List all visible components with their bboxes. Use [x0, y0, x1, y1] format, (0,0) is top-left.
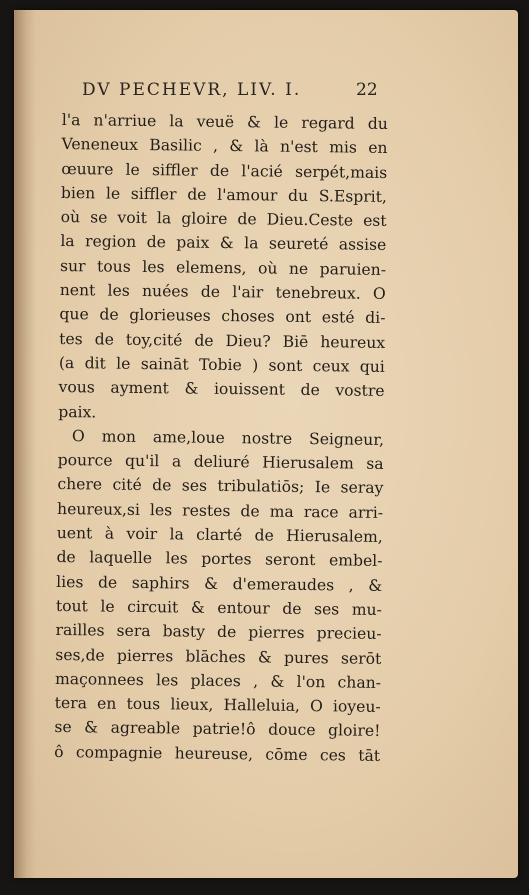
folio-number: 22 — [356, 80, 378, 100]
text-line: de laquelle les portes seront embel- — [56, 548, 383, 571]
text-line: vous ayment & iouissent de vostre — [58, 378, 385, 401]
text-line: sur tous les elemens, où ne paruien- — [59, 256, 387, 279]
text-line: pource qu'il a deliuré Hierusalem sa — [57, 451, 384, 474]
text-line: paix. — [58, 402, 97, 422]
text-line: tes de toy,cité de Dieu? Biē heureux — [59, 329, 386, 352]
text-line: (a dit le saināt Tobie ) sont ceux qui — [58, 353, 385, 376]
text-line: maçonnees les places , & l'on chan- — [54, 669, 382, 692]
text-line: uent à voir la clarté de Hierusalem, — [56, 524, 383, 546]
text-line: tout le circuit & entour de ses mu- — [55, 596, 383, 619]
text-line: ses,de pierres blāches & pures serōt — [55, 645, 382, 668]
running-header: DV PECHEVR, LIV. I. — [82, 80, 302, 100]
text-line: bien le siffler de l'amour du S.Esprit, — [60, 183, 388, 206]
text-line: O mon ame,loue nostre Seigneur, — [71, 427, 385, 449]
text-line: heureux,si les restes de ma race arri- — [56, 499, 384, 522]
text-line: Veneneux Basilic , & là n'est mis en — [61, 135, 388, 158]
page-gutter — [14, 10, 36, 878]
text-line: lies de saphirs & d'emeraudes , & — [56, 572, 383, 595]
text-line: se & agreable patrie!ô douce gloire! — [54, 718, 381, 741]
text-line: que de glorieuses choses ont esté di- — [59, 305, 386, 328]
text-line: nent les nuées de l'air tenebreux. O — [59, 281, 386, 304]
text-line: chere cité de ses tribulatiōs; Ie seray — [57, 475, 384, 498]
text-line: l'a n'arriue la veuë & le regard du — [61, 110, 388, 133]
text-line: ô compagnie heureuse, cōme ces tāt — [54, 742, 381, 765]
text-line: où se voit la gloire de Dieu.Ceste est — [60, 208, 387, 231]
text-line: railles sera basty de pierres precieu- — [55, 621, 382, 644]
body-text — [54, 108, 388, 768]
text-line: la region de paix & la seureté assise — [60, 232, 387, 255]
text-line: œuure le siffler de l'acié serpét,mais — [61, 159, 388, 182]
book-page — [14, 10, 518, 878]
text-line: tera en tous lieux, Halleluia, O ioyeu- — [54, 694, 381, 717]
